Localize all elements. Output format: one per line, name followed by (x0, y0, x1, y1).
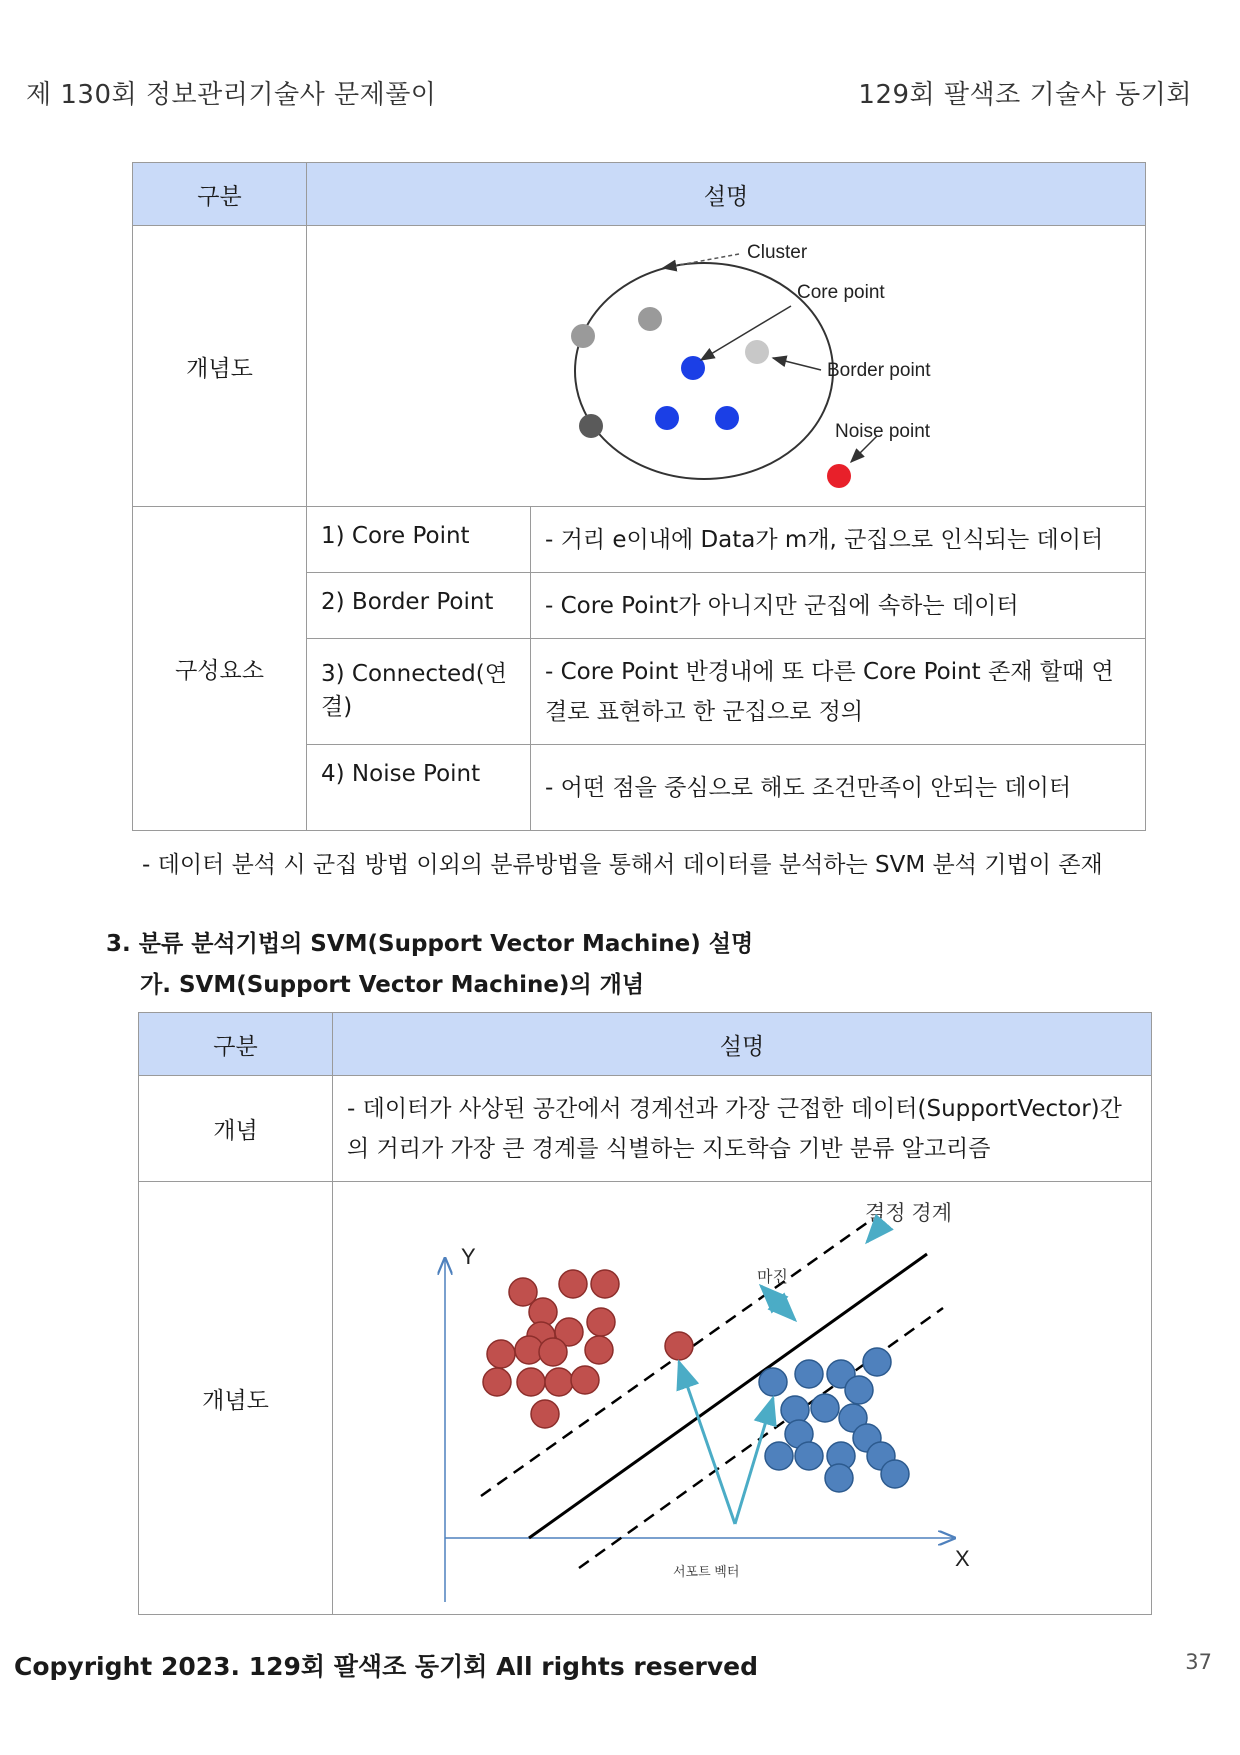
red-data-point (585, 1336, 613, 1364)
blue-data-point (795, 1442, 823, 1470)
footer-copyright: Copyright 2023. 129회 팔색조 동기회 All rights reserved (14, 1652, 759, 1681)
border-point-dot (745, 340, 769, 364)
dbscan-table (132, 162, 1146, 831)
border-point-dot (638, 307, 662, 331)
component-term: 3) Connected(연결) (307, 639, 531, 745)
component-term: 1) Core Point (307, 507, 531, 573)
header-title: 제 130회 정보관리기술사 문제풀이 (26, 80, 437, 110)
red-data-point (483, 1368, 511, 1396)
blue-data-point (881, 1460, 909, 1488)
core-label: Core point (797, 282, 885, 303)
blue-data-point (845, 1376, 873, 1404)
dbscan-diagram (307, 226, 1145, 500)
noise-label: Noise point (835, 421, 931, 442)
component-term: 2) Border Point (307, 573, 531, 639)
core-point-dot (655, 406, 679, 430)
blue-data-point (825, 1464, 853, 1492)
support-vector-label: 서포트 벡터 (673, 1564, 740, 1579)
red-data-point (591, 1270, 619, 1298)
border-point-dot (579, 414, 603, 438)
margin-label: 마진 (757, 1269, 788, 1286)
core-point-dot (715, 406, 739, 430)
border-arrow (773, 358, 821, 370)
col-description-header: 설명 (307, 163, 1146, 226)
col-description-header: 설명 (333, 1013, 1152, 1076)
decision-boundary-label: 결정 경계 (865, 1202, 952, 1225)
margin-arrow (761, 1286, 795, 1320)
svm-diagram (333, 1182, 1151, 1608)
dbscan-diagram-cell (307, 226, 1146, 507)
blue-data-point (863, 1348, 891, 1376)
blue-data-point (795, 1360, 823, 1388)
blue-class-cluster (759, 1348, 909, 1492)
blue-data-point (781, 1396, 809, 1424)
red-data-point (587, 1308, 615, 1336)
components-label: 구성요소 (133, 507, 307, 831)
svm-diagram-label: 개념도 (139, 1182, 333, 1615)
x-axis-label: X (955, 1546, 970, 1571)
red-class-cluster (483, 1270, 693, 1428)
concept-desc: - 데이터가 사상된 공간에서 경계선과 가장 근접한 데이터(SupportVector)간의 거리가 가장 큰 경계를 식별하는 지도학습 기반 분류 알고리즘 (333, 1076, 1152, 1182)
blue-data-point (811, 1394, 839, 1422)
component-desc: - Core Point가 아니지만 군집에 속하는 데이터 (531, 573, 1146, 639)
svm-diagram-cell (333, 1182, 1152, 1615)
red-data-point (517, 1368, 545, 1396)
support-vector-arrow (679, 1362, 735, 1524)
blue-support-vector (759, 1368, 787, 1396)
svm-intro-note: - 데이터 분석 시 군집 방법 이외의 분류방법을 통해서 데이터를 분석하는 SVM 분석 기법이 존재 (142, 852, 1103, 878)
red-data-point (571, 1366, 599, 1394)
col-category-header: 구분 (133, 163, 307, 226)
red-support-vector (665, 1332, 693, 1360)
header-group: 129회 팔색조 기술사 동기회 (858, 80, 1192, 110)
component-desc: - 어떤 점을 중심으로 해도 조건만족이 안되는 데이터 (531, 745, 1146, 831)
subsection-heading: 가. SVM(Support Vector Machine)의 개념 (140, 972, 645, 998)
red-data-point (531, 1400, 559, 1428)
noise-point-dot (827, 464, 851, 488)
component-desc: - Core Point 반경내에 또 다른 Core Point 존재 할때 연결로 표현하고 한 군집으로 정의 (531, 639, 1146, 745)
y-axis-label: Y (461, 1244, 476, 1269)
decision-boundary-arrow (867, 1226, 881, 1242)
component-desc: - 거리 e이내에 Data가 m개, 군집으로 인식되는 데이터 (531, 507, 1146, 573)
red-data-point (487, 1340, 515, 1368)
svm-table (138, 1012, 1152, 1615)
concept-label: 개념 (139, 1076, 333, 1182)
red-data-point (539, 1338, 567, 1366)
col-category-header: 구분 (139, 1013, 333, 1076)
blue-data-point (765, 1442, 793, 1470)
diagram-label: 개념도 (133, 226, 307, 507)
section-heading: 3. 분류 분석기법의 SVM(Support Vector Machine) 설명 (106, 931, 754, 957)
red-data-point (545, 1368, 573, 1396)
border-label: Border point (827, 360, 931, 381)
page-number: 37 (1185, 1650, 1212, 1674)
component-term: 4) Noise Point (307, 745, 531, 831)
cluster-arrow (663, 254, 739, 268)
border-point-dot (571, 324, 595, 348)
red-data-point (559, 1270, 587, 1298)
cluster-label: Cluster (747, 242, 808, 263)
